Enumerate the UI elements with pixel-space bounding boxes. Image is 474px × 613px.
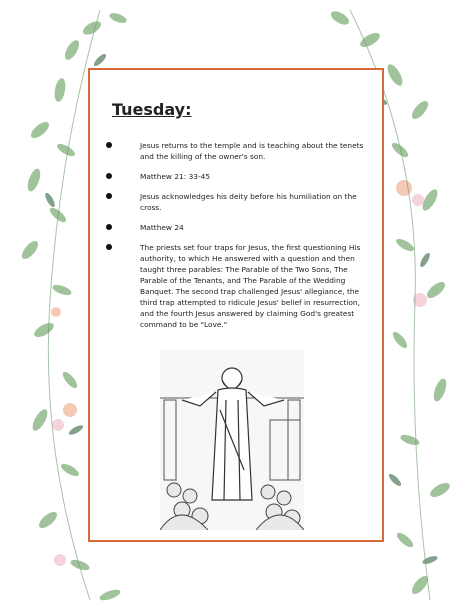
page-title: Tuesday: bbox=[112, 100, 192, 119]
list-item bbox=[104, 171, 368, 182]
list-item bbox=[104, 140, 368, 162]
bullet-icon bbox=[106, 244, 112, 250]
bullet-icon bbox=[106, 193, 112, 199]
list-item-text: Matthew 24 bbox=[140, 223, 184, 232]
list-item bbox=[104, 191, 368, 213]
list-item bbox=[104, 222, 368, 233]
list-item-text: Jesus acknowledges his deity before his humiliation on the cross. bbox=[140, 192, 357, 212]
bullet-icon bbox=[106, 142, 112, 148]
jesus-preaching-illustration bbox=[160, 350, 304, 530]
bullet-icon bbox=[106, 173, 112, 179]
list-item bbox=[104, 242, 368, 330]
list-item-text: Matthew 21: 33-45 bbox=[140, 172, 211, 181]
content-card bbox=[88, 68, 384, 542]
bullet-icon bbox=[106, 224, 112, 230]
bullet-list bbox=[104, 140, 368, 339]
list-item-text: The priests set four traps for Jesus, the first questioning His authority, to which He answered with a question and then taught three parables: The Parable of the Two Sons, The Parable of the Tenants, and The Parable of the Wedding Banquet. The second trap challenged Jesus' allegiance, the third trap attempted to ridicule Jesus' belief in resurrection, and the fourth Jesus answered by claiming God's greatest command to be "Love." bbox=[140, 243, 361, 329]
list-item-text: Jesus returns to the temple and is teaching about the tenets and the killing of the owner's son. bbox=[140, 141, 364, 161]
